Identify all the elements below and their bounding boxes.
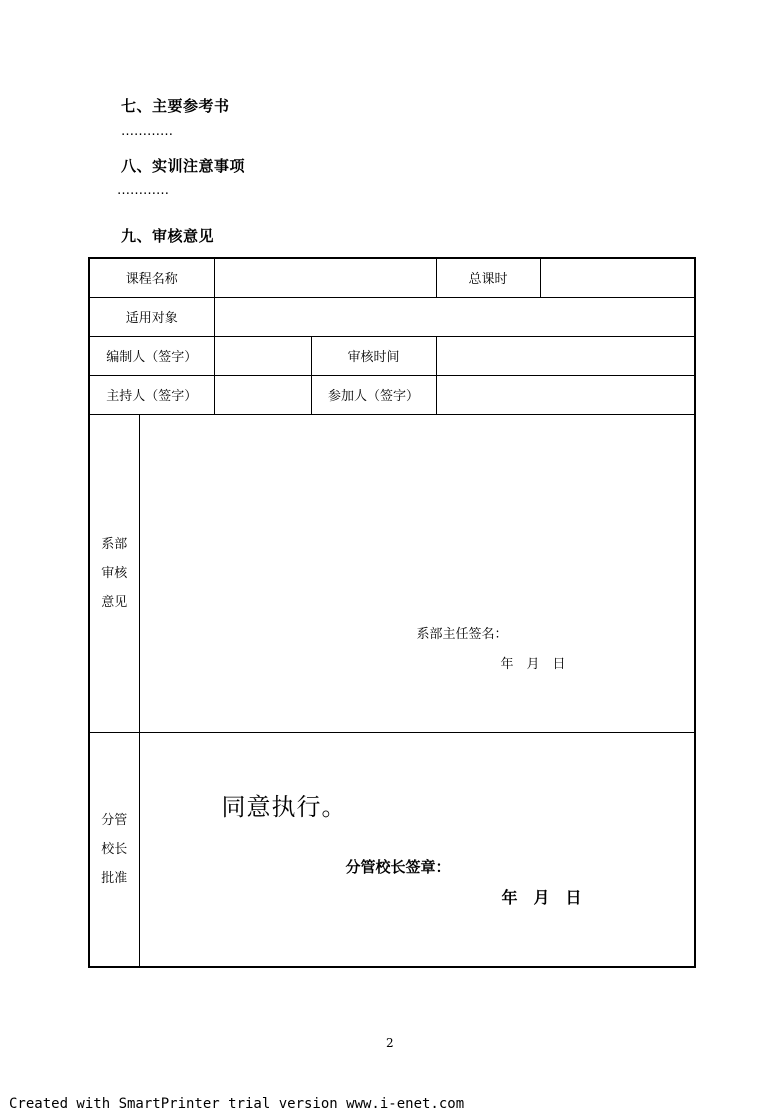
dept-review-label-line: 系部: [101, 536, 128, 552]
row-author: [89, 336, 695, 375]
row-course-name: [89, 258, 695, 297]
review-time-field[interactable]: [436, 336, 695, 375]
principal-approval-date: 年 月 日: [501, 887, 582, 907]
participant-label: 参加人（签字）: [311, 375, 436, 414]
row-principal-approval: [89, 732, 695, 967]
principal-approval-area[interactable]: [139, 732, 695, 967]
principal-signature-label: 分管校长签章：: [345, 857, 451, 876]
author-signature-field[interactable]: [214, 336, 311, 375]
principal-approval-label-line: 分管: [101, 812, 128, 828]
audience-field[interactable]: [214, 297, 695, 336]
audience-label: 适用对象: [89, 297, 214, 336]
approval-handwritten-text: 同意执行。: [221, 792, 347, 821]
course-name-label: 课程名称: [89, 258, 214, 297]
principal-approval-label: [89, 732, 139, 967]
total-hours-field[interactable]: [540, 258, 695, 297]
row-dept-review: [89, 414, 695, 732]
page-number: 2: [386, 1036, 394, 1050]
host-label: 主持人（签字）: [89, 375, 214, 414]
participant-signature-field[interactable]: [436, 375, 695, 414]
dept-review-label: [89, 414, 139, 732]
row-audience: [89, 297, 695, 336]
dept-review-label-line: 意见: [101, 594, 128, 610]
section-8-heading: 八、实训注意事项: [121, 157, 246, 175]
section-8-placeholder-dots: …………: [117, 183, 169, 198]
dept-review-label-line: 审核: [101, 565, 128, 581]
dept-head-signature-label: 系部主任签名：: [416, 626, 508, 642]
author-label: 编制人（签字）: [89, 336, 214, 375]
section-7-heading: 七、主要参考书: [121, 97, 230, 115]
course-name-field[interactable]: [214, 258, 436, 297]
host-signature-field[interactable]: [214, 375, 311, 414]
review-time-label: 审核时间: [311, 336, 436, 375]
dept-review-opinion-area[interactable]: [139, 414, 695, 732]
section-9-heading: 九、审核意见: [121, 227, 215, 245]
dept-review-date: 年 月 日: [500, 656, 566, 672]
principal-approval-label-line: 校长: [101, 841, 128, 857]
row-host: [89, 375, 695, 414]
trial-watermark: Created with SmartPrinter trial version www.i-enet.com: [9, 1096, 465, 1112]
principal-approval-label-line: 批准: [101, 870, 128, 886]
total-hours-label: 总课时: [436, 258, 540, 297]
review-form-table: [88, 257, 696, 968]
section-7-placeholder-dots: …………: [121, 124, 173, 139]
